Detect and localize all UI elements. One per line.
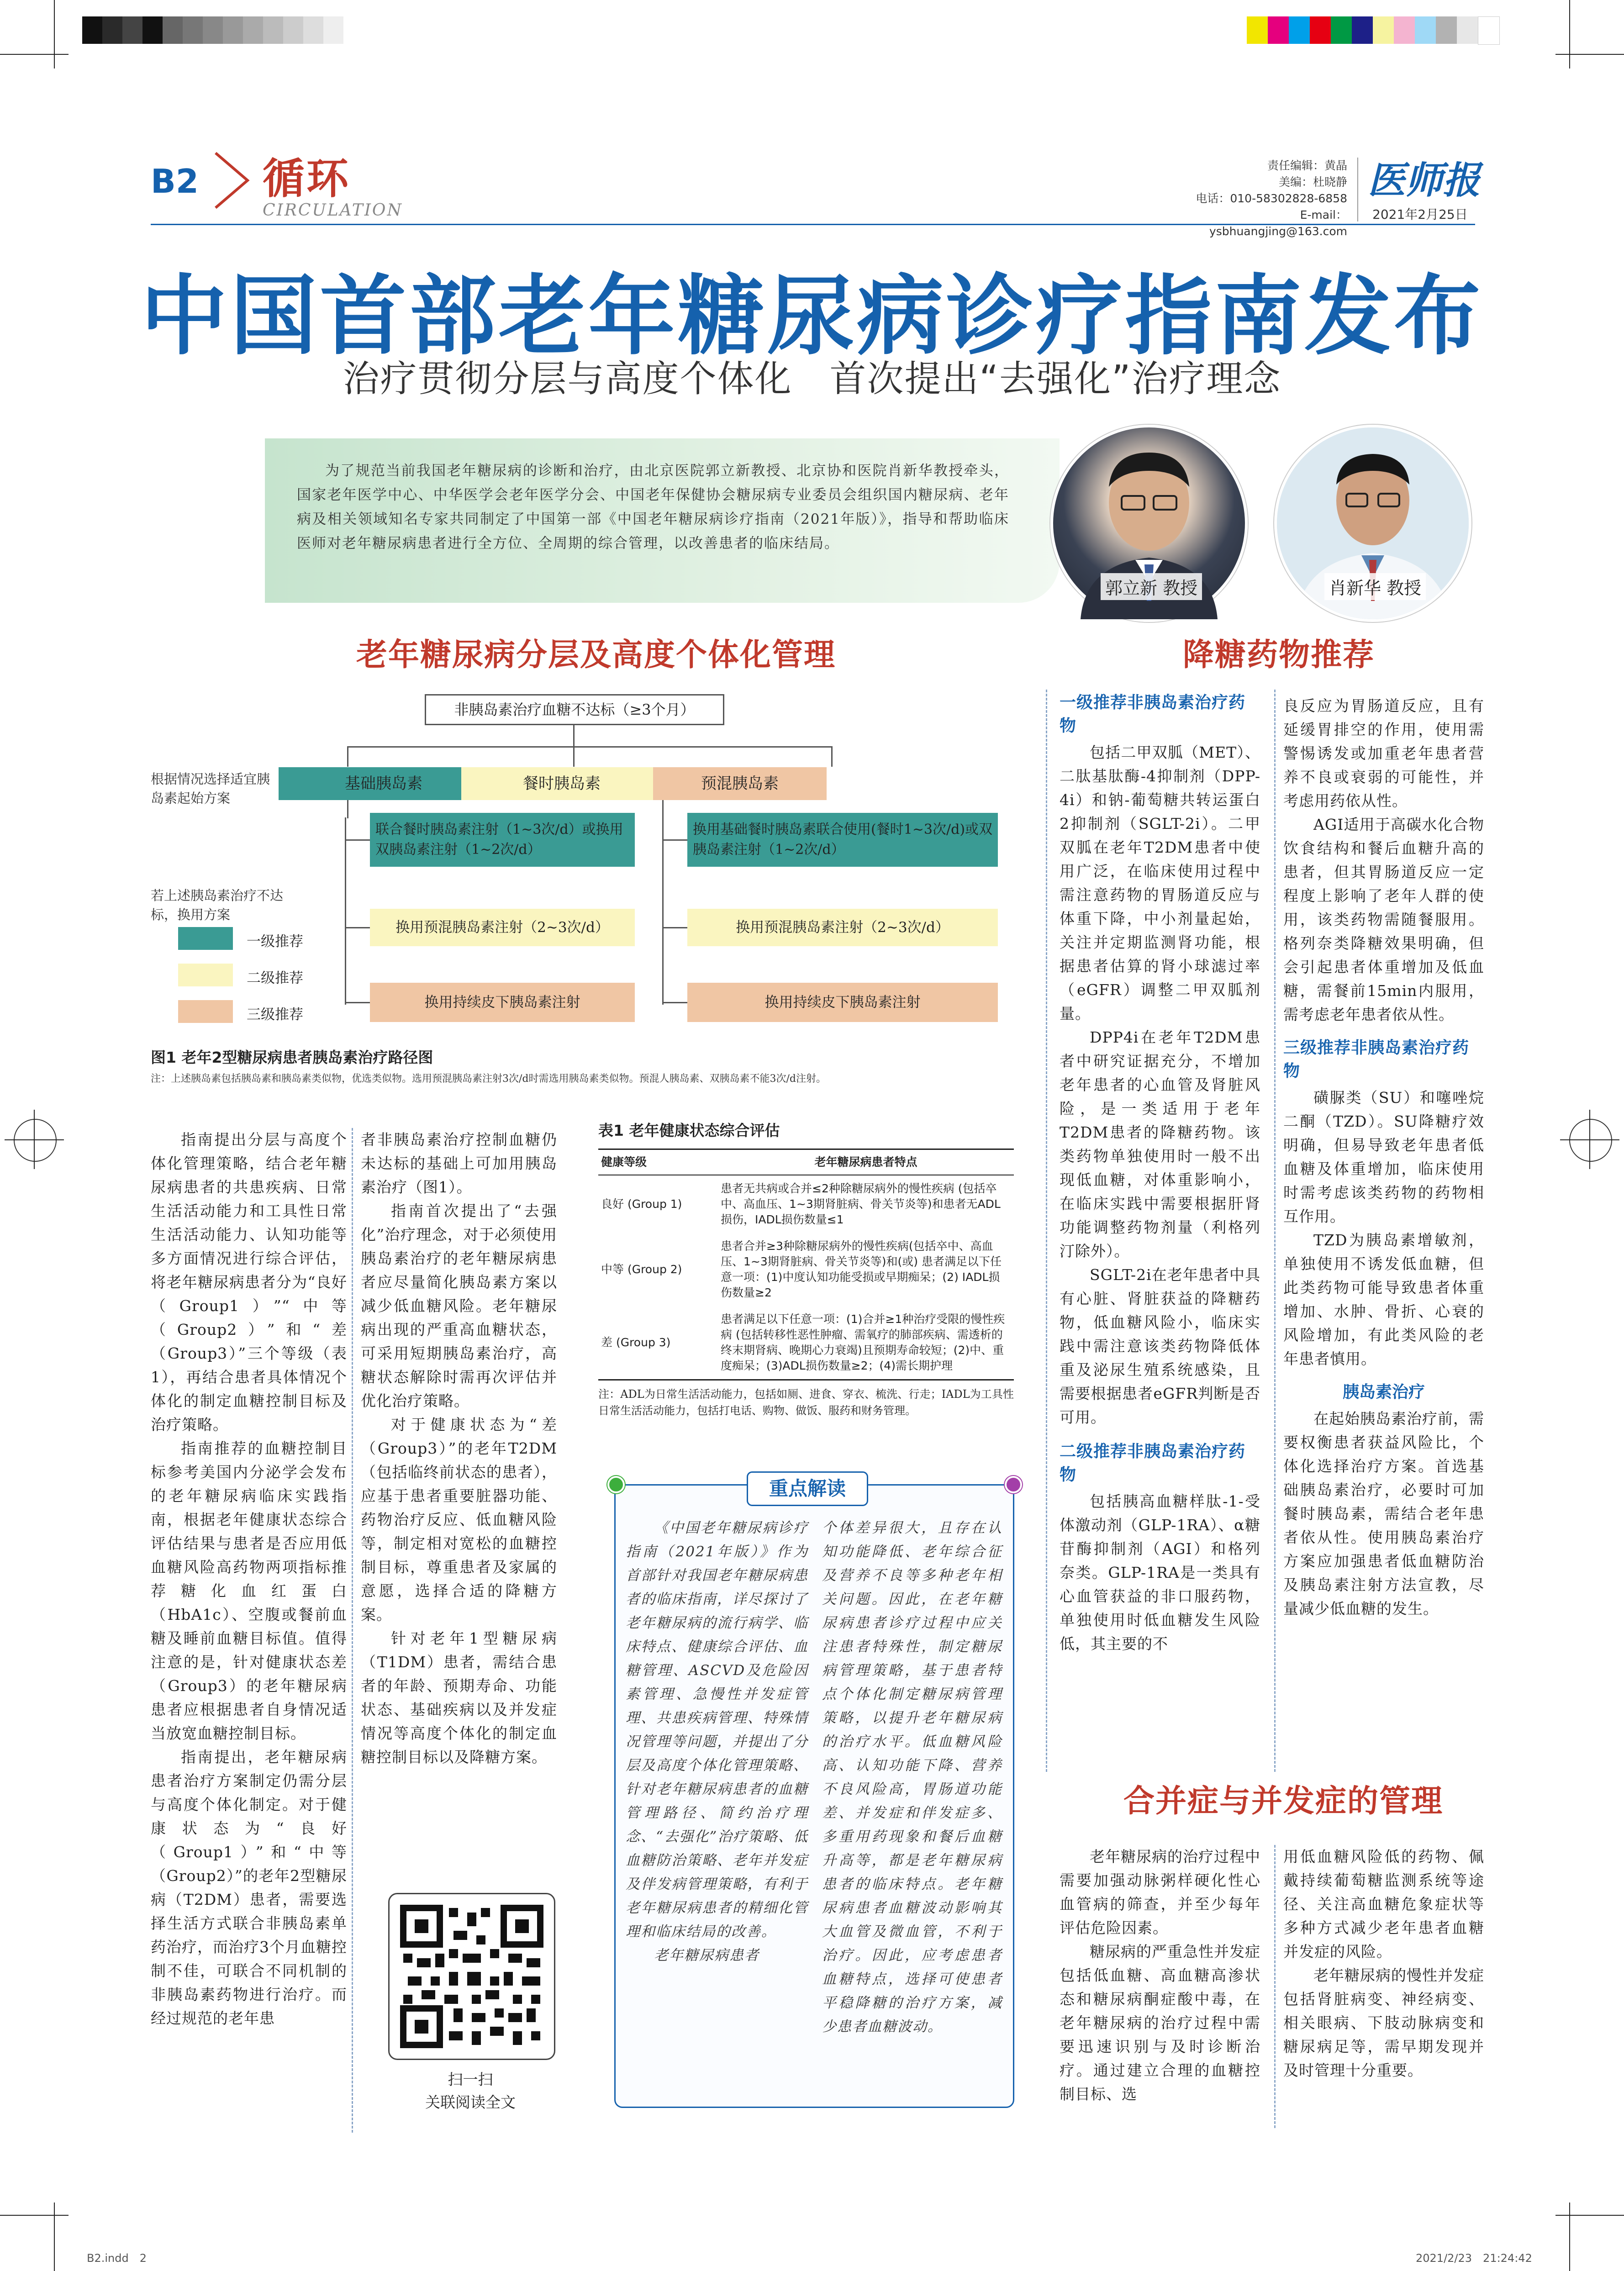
paragraph: 对于健康状态为“差（Group3）”的老年T2DM（包括临终前状态的患者），应基于患者重要脏器功能、药物治疗反应、低血糖风险等，制定相对宽松的血糖控制目标，尊重患者及家属的意愿，选择合适的降糖方案。 xyxy=(361,1416,557,1623)
paragraph: 磺脲类（SU）和噻唑烷二酮（TZD）。SU降糖疗效明确，但易导致老年患者低血糖及体重增加，临床使用时需考虑该类药物的药物相互作用。 xyxy=(1283,1089,1484,1225)
table1 xyxy=(598,1119,1014,1419)
table-row xyxy=(598,1233,1014,1306)
drug-col-1 xyxy=(1060,690,1260,1656)
divider xyxy=(1046,690,1047,1772)
flowchart xyxy=(151,685,1009,1059)
flow-right-tier1: 换用基础餐时胰岛素联合使用(餐时1~3次/d)或双胰岛素注射（1~2次/d） xyxy=(687,813,998,867)
body-col-2 xyxy=(361,1128,557,1769)
drug-heading-3: 三级推荐非胰岛素治疗药物 xyxy=(1283,1038,1470,1080)
paragraph: 者非胰岛素治疗控制血糖仍未达标的基础上可加用胰岛素治疗（图1）。 xyxy=(361,1131,557,1196)
paragraph: 指南推荐的血糖控制目标参考美国内分泌学会发布的老年糖尿病临床实践指南，根据老年健康状态综合评估结果与患者是否应用低血糖风险高药物两项指标推荐糖化血红蛋白（HbA1c）、空腹或餐前血糖及睡前血糖目标值。值得注意的是，针对健康状态差（Group3）的老年糖尿病患者应根据患者自身情况适当放宽血糖控制目标。 xyxy=(151,1439,347,1742)
table-row xyxy=(598,1175,1014,1233)
paragraph: 老年糖尿病患者 xyxy=(654,1947,759,1964)
email-line: E-mail：ysbhuangjing@163.com xyxy=(1209,208,1347,238)
flow-left-tier3: 换用持续皮下胰岛素注射 xyxy=(370,983,635,1022)
table-cell-desc: 患者无共病或合并≤2种除糖尿病外的慢性疾病 (包括卒中、高血压、1~3期肾脏病、骨关节炎等)和患者无ADL损伤，IADL损伤数量≤1 xyxy=(721,1182,1001,1226)
header-divider xyxy=(1357,158,1358,221)
paragraph: SGLT-2i在老年患者中具有心脏、肾脏获益的降糖药物，低血糖风险小，临床实践中需注意该类药物降低体重及泌尿生殖系统感染，且需要根据患者eGFR判断是否可用。 xyxy=(1060,1266,1260,1426)
paragraph: 用低血糖风险低的药物、佩戴持续葡萄糖监测系统等途径、关注高血糖危象症状等多种方式减少老年患者血糖并发症的风险。 xyxy=(1283,1848,1484,1960)
flow-left-tier2: 换用预混胰岛素注射（2~3次/d） xyxy=(370,909,635,946)
flow-right-tier3: 换用持续皮下胰岛素注射 xyxy=(687,983,998,1022)
section-name: 循环 xyxy=(263,154,351,203)
paragraph: AGI适用于高碳水化合物饮食结构和餐后血糖升高的患者，但其胃肠道反应一定程度上影响了老年人群的使用，该类药物需随餐服用。格列奈类降糖效果明确，但会引起患者体重增加及低血糖，需餐前15min内服用，需考虑老年患者依从性。 xyxy=(1283,816,1484,1023)
intro-text: 为了规范当前我国老年糖尿病的诊断和治疗，由北京医院郭立新教授、北京协和医院肖新华教授牵头，国家老年医学中心、中华医学会老年医学分会、中国老年保健协会糖尿病专业委员会组织国内糖尿病、老年病及相关领域知名专家共同制定了中国第一部《中国老年糖尿病诊疗指南（2021年版）》，指导和帮助临床医师对老年糖尿病患者进行全方位、全周期的综合管理，以改善患者的临床结局。 xyxy=(297,463,1009,552)
table-cell-desc: 患者满足以下任意一项：(1)合并≥1种治疗受限的慢性疾病 (包括转移性恶性肿瘤、需氧疗的肺部疾病、需透析的终末期肾病、晚期心力衰竭)且预期寿命较短；(2)中、重度痴呆；(3)ADL损伤数量≥2；(4)需长期护理 xyxy=(721,1312,1005,1372)
headline: 中国首部老年糖尿病诊疗指南发布 xyxy=(140,266,1483,367)
paragraph: 《中国老年糖尿病诊疗指南（2021年版）》作为首部针对我国老年糖尿病患者的临床指南，详尽探讨了老年糖尿病的流行病学、临床特点、健康综合评估、血糖管理、ASCVD及危险因素管理、急慢性并发症管理、共患疾病管理、特殊情况管理等问题，并提出了分层及高度个体化管理策略、针对老年糖尿病患者的血糖管理路径、简约治疗理念、“去强化”治疗策略、低血糖防治策略、老年并发症及伴发病管理策略，有利于老年糖尿病患者的精细化管理和临床结局的改善。 xyxy=(626,1520,808,1940)
designer-line: 美编：杜晓静 xyxy=(1278,175,1347,189)
section-title-left: 老年糖尿病分层及高度个体化管理 xyxy=(356,637,836,673)
drug-heading-1: 一级推荐非胰岛素治疗药物 xyxy=(1060,693,1246,735)
editor-info xyxy=(1183,158,1347,240)
complication-right xyxy=(1283,1845,1484,2082)
table-cell-grade: 中等 (Group 2) xyxy=(601,1263,682,1276)
paragraph: DPP4i在老年T2DM患者中研究证据充分，不增加老年患者的心血管及肾脏风险，是一类适用于老年T2DM患者的降糖药物。该类药物单独使用时一般不出现低血糖，对体重影响小，在临床实践中需要根据肝肾功能调整药物剂量（利格列汀除外）。 xyxy=(1060,1028,1260,1260)
footer-timestamp: 2021/2/23 21:24:42 xyxy=(1416,2252,1532,2265)
table-cell-desc: 患者合并≥3种除糖尿病外的慢性疾病(包括卒中、高血压、1~3期肾脏病、骨关节炎等)和(或) 患者满足以下任意一项：(1)中度认知功能受损或早期痴呆；(2) IADL损伤数量≥2 xyxy=(721,1239,1002,1299)
paragraph: 良反应为胃肠道反应，且有延缓胃排空的作用，使用需警惕诱发或加重老年患者营养不良或衰弱的可能性，并考虑用药依从性。 xyxy=(1283,697,1484,810)
table-header: 健康等级 xyxy=(601,1155,647,1169)
section-name-en: CIRCULATION xyxy=(263,201,403,220)
paragraph: 糖尿病的严重急性并发症包括低血糖、高血糖高渗状态和糖尿病酮症酸中毒，在老年糖尿病的治疗过程中需要迅速识别与及时诊断治疗。通过建立合理的血糖控制目标、选 xyxy=(1060,1943,1260,2103)
qr-caption-1: 扫一扫 xyxy=(448,2071,493,2088)
paragraph: 指南首次提出了“去强化”治疗理念，对于必须使用胰岛素治疗的老年糖尿病患者应尽量简化胰岛素方案以减少低血糖风险。老年糖尿病出现的严重高血糖状态，可采用短期胰岛素治疗，高糖状态解除时需再次评估并优化治疗策略。 xyxy=(361,1202,557,1410)
table-cell-grade: 差 (Group 3) xyxy=(601,1336,671,1349)
legend-tier2: 二级推荐 xyxy=(247,970,303,986)
paragraph: 包括二甲双胍（MET）、二肽基肽酶-4抑制剂（DPP-4i）和钠-葡萄糖共转运蛋白2抑制剂（SGLT-2i）。二甲双胍在老年T2DM患者中使用广泛，在临床使用过程中需注意药物的胃肠道反应与体重下降，中小剂量起始，关注并定期监测肾功能，根据患者估算的肾小球滤过率（eGFR）调整二甲双胍剂量。 xyxy=(1060,743,1260,1022)
paragraph: 指南提出，老年糖尿病患者治疗方案制定仍需分层与高度个体化制定。对于健康状态为“良好（Group1）”和“中等（Group2）”的老年2型糖尿病（T2DM）患者，需要选择生活方式联合非胰岛素单药治疗，而治疗3个月血糖控制不佳，可联合不同机制的非胰岛素药物进行治疗。而经过规范的老年患 xyxy=(151,1748,347,2027)
legend-tier1: 一级推荐 xyxy=(247,933,303,950)
expert-caption-1: 郭立新 教授 xyxy=(1101,573,1202,600)
body-col-1 xyxy=(151,1128,347,2030)
qr-caption-2: 关联阅读全文 xyxy=(425,2093,516,2111)
chevron-icon xyxy=(211,151,257,210)
divider xyxy=(352,1128,353,2133)
flow-note-start: 根据情况选择适宜胰岛素起始方案 xyxy=(151,771,270,806)
table-header: 老年糖尿病患者特点 xyxy=(814,1155,917,1169)
flow-left-tier1: 联合餐时胰岛素注射（1~3次/d）或换用双胰岛素注射（1~2次/d） xyxy=(370,813,635,867)
expert-caption-2: 肖新华 教授 xyxy=(1324,573,1426,600)
drug-col-2 xyxy=(1283,694,1484,1621)
paragraph: 老年糖尿病的慢性并发症包括肾脏病变、神经病变、相关眼病、下肢动脉病变和糖尿病足等，需早期发现并及时管理十分重要。 xyxy=(1283,1966,1484,2079)
drug-heading-4: 胰岛素治疗 xyxy=(1342,1383,1425,1402)
drug-heading-2: 二级推荐非胰岛素治疗药物 xyxy=(1060,1442,1246,1484)
flow-box-prandial: 餐时胰岛素 xyxy=(461,767,662,800)
table-row xyxy=(598,1306,1014,1380)
divider xyxy=(1274,1845,1276,2128)
editor-line: 责任编辑：黄晶 xyxy=(1267,159,1347,172)
paragraph: 包括胰高血糖样肽-1-受体激动剂（GLP-1RA）、α糖苷酶抑制剂（AGI）和格列奈类。GLP-1RA是一类具有心血管获益的非口服药物，单独使用时低血糖发生风险低，其主要的不 xyxy=(1060,1492,1260,1653)
key-box-title: 重点解读 xyxy=(747,1471,868,1506)
flow-box-basal: 基础胰岛素 xyxy=(279,767,489,800)
flow-note-switch: 若上述胰岛素治疗不达标，换用方案 xyxy=(151,888,284,922)
paragraph: 在起始胰岛素治疗前，需要权衡患者获益风险比，个体化选择治疗方案。首选基础胰岛素治疗，必要时可加餐时胰岛素，需结合老年患者依从性。使用胰岛素治疗方案应加强患者低血糖防治及胰岛素注射方法宣教，尽量减少低血糖的发生。 xyxy=(1283,1410,1484,1618)
flow-right-tier2: 换用预混胰岛素注射（2~3次/d） xyxy=(687,909,998,946)
figure-caption: 图1 老年2型糖尿病患者胰岛素治疗路径图 xyxy=(151,1049,433,1066)
paragraph: 指南提出分层与高度个体化管理策略，结合老年糖尿病患者的共患疾病、日常生活活动能力和工具性日常生活活动能力、认知功能等多方面情况进行综合评估，将老年糖尿病患者分为“良好（Group1）”“中等（Group2）”和“差（Group3）”三个等级（表1），再结合患者具体情况个体化的制定血糖控制目标及治疗策略。 xyxy=(151,1131,347,1433)
figure-note: 注：上述胰岛素包括胰岛素和胰岛素类似物，优选类似物。选用预混胰岛素注射3次/d时需选用胰岛素类似物。预混人胰岛素、双胰岛素不能3次/d注射。 xyxy=(151,1073,826,1085)
key-box-dot xyxy=(607,1476,625,1493)
section-title-complication: 合并症与并发症的管理 xyxy=(1123,1783,1444,1819)
key-box-dot xyxy=(1005,1476,1022,1493)
legend-tier3: 三级推荐 xyxy=(247,1006,303,1023)
section-title-right: 降糖药物推荐 xyxy=(1183,637,1375,673)
table-cell-grade: 良好 (Group 1) xyxy=(601,1197,682,1211)
footer-file: B2.indd 2 xyxy=(87,2252,147,2265)
key-box-left xyxy=(626,1516,808,1967)
complication-left xyxy=(1060,1845,1260,2106)
table-title: 表1 老年健康状态综合评估 xyxy=(598,1122,780,1139)
paragraph: TZD为胰岛素增敏剂，单独使用不诱发低血糖，但此类药物可能导致患者体重增加、水肿、骨折、心衰的风险增加，有此类风险的老年患者慎用。 xyxy=(1283,1231,1484,1368)
paper-logo: 医师报 xyxy=(1368,158,1480,202)
section-code: B2 xyxy=(151,162,199,200)
qr-code-icon[interactable] xyxy=(388,1893,555,2060)
issue-date: 2021年2月25日 xyxy=(1372,207,1468,222)
flow-top-box: 非胰岛素治疗血糖不达标（≥3个月） xyxy=(425,694,724,725)
key-box-right: 个体差异很大，且存在认知功能降低、老年综合征及营养不良等多种老年相关问题。因此，在老年糖尿病患者诊疗过程中应关注患者特殊性，制定糖尿病管理策略，基于患者特点个体化制定糖尿病管理策略，以提升老年糖尿病的治疗水平。低血糖风险高、认知功能下降、营养不良风险高，胃肠道功能差、并发症和伴发症多、多重用药现象和餐后血糖升高等，都是老年糖尿病患者的临床特点。老年糖尿病患者血糖波动影响其大血管及微血管，不利于治疗。因此，应考虑患者血糖特点，选择可使患者平稳降糖的治疗方案，减少患者血糖波动。 xyxy=(822,1520,1002,2035)
flow-box-premixed: 预混胰岛素 xyxy=(653,767,827,800)
paragraph: 针对老年1型糖尿病（T1DM）患者，需结合患者的年龄、预期寿命、功能状态、基础疾病以及并发症情况等高度个体化的制定血糖控制目标以及降糖方案。 xyxy=(361,1629,557,1766)
divider xyxy=(1274,690,1276,1772)
table-note: 注：ADL为日常生活活动能力，包括如厕、进食、穿衣、梳洗、行走；IADL为工具性日常生活活动能力，包括打电话、购物、做饭、服药和财务管理。 xyxy=(598,1388,1014,1417)
subheadline: 治疗贯彻分层与高度个体化 首次提出“去强化”治疗理念 xyxy=(343,358,1281,400)
paragraph: 老年糖尿病的治疗过程中需要加强动脉粥样硬化性心血管病的筛查，并至少每年评估危险因素。 xyxy=(1060,1848,1260,1937)
phone-line: 电话：010-58302828-6858 xyxy=(1196,192,1347,205)
